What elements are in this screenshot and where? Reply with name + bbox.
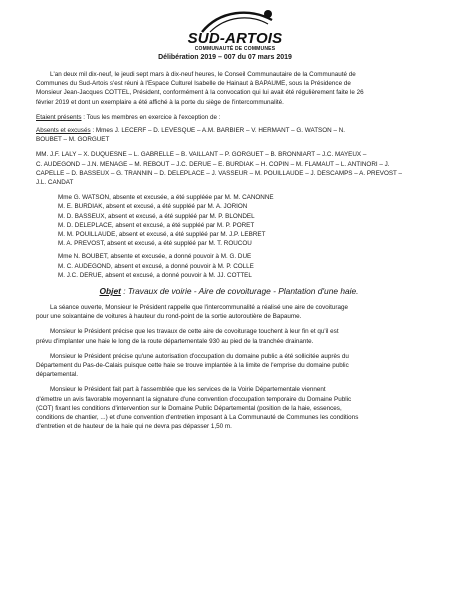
absents-label: Absents et excusés <box>36 127 91 135</box>
deliberation-reference: Délibération 2019 – 007 du 07 mars 2019 <box>158 54 292 61</box>
intro-line: février 2019 et dont un exemplaire a été affiché à la porte du siège de l'intercommunalité. <box>36 98 284 106</box>
intro-line: Communes du Sud-Artois s'est réuni à l'Espace Culturel Isabelle de Hainaut à BAPAUME, sous la Présidence de <box>36 80 351 88</box>
mm-list-line: CAPELLE – D. BASSEUX – G. TRANNIN – D. DELEPLACE – J. VASSEUR – M. POUILLAUDE – J. DESCAMPS – A. PREVOST – <box>36 169 403 177</box>
absents-line <box>36 126 422 135</box>
paragraph-line: (COT) fixant les conditions d'intervention sur le Domaine Public Départemental (position de la haie, essences, <box>36 404 342 412</box>
objet-heading <box>36 286 422 297</box>
objet-label: Objet <box>99 286 121 297</box>
paragraph-line: Monsieur le Président précise que les travaux de cette aire de covoiturage touchent à leur fin et qu'il est <box>50 328 339 336</box>
paragraph-line: conditions de chantier, ...) et d'une convention d'entretien imposant à La Communauté de Communes les conditions <box>36 414 359 422</box>
paragraph-line: Monsieur le Président précise qu'une autorisation d'occupation du domaine public a été sollicitée auprès du <box>50 352 349 360</box>
list-item: Mme G. WATSON, absente et excusée, a été suppléée par M. M. CANONNE <box>58 194 274 202</box>
list-item: M. D. DELEPLACE, absent et excusé, a été suppléé par M. P. PORET <box>58 221 255 229</box>
logo-subtitle: COMMUNAUTÉ DE COMMUNES <box>194 46 276 52</box>
list-item: M. E. BURDIAK, absent et excusé, a été suppléé par M. A. JORION <box>58 203 248 211</box>
absents-text: : Mmes J. LECERF – D. LEVESQUE – A.M. BARBIER – V. HERMANT – G. WATSON – N. <box>90 127 345 135</box>
paragraph-line: départemental. <box>36 371 79 379</box>
suppleants-list <box>36 193 422 248</box>
logo-title: SUD-ARTOIS <box>187 30 283 47</box>
list-item: M. M. POUILLAUDE, absent et excusé, a été suppléé par M. J.P. LEBRET <box>58 231 266 239</box>
list-item: M. C. AUDEGOND, absent et excusé, a donné pouvoir à M. P. COLLE <box>58 262 254 270</box>
intro-line: L'an deux mil dix-neuf, le jeudi sept mars à dix-neuf heures, le Conseil Communautaire de la Communauté de <box>50 71 356 78</box>
paragraph-line: Monsieur le Président fait part à l'assemblée que les services de la Voirie Départementale viennent <box>50 386 326 394</box>
list-item: M. D. BASSEUX, absent et excusé, a été suppléé par M. P. BLONDEL <box>58 212 255 220</box>
list-item: Mme N. BOUBET, absente et excusée, a donné pouvoir à M. G. DUE <box>58 253 252 261</box>
list-item: M. A. PREVOST, absent et excusé, a été suppléé par M. T. ROUCOU <box>58 240 252 248</box>
list-item: M. J.C. DERUE, absent et excusé, a donné pouvoir à M. JJ. COTTEL <box>58 271 252 279</box>
mm-list-line: J.L. CANDAT <box>36 179 74 187</box>
absents-line: BOUBET – M. GORGUET <box>36 136 110 144</box>
mm-list-line: C. AUDEGOND – J.N. MENAGE – M. REBOUT – J.C. DERUE – E. BURDIAK – H. COPIN – M. FLAMAUT – L. ANTINORI – J. <box>36 160 390 168</box>
paragraph-line: d'émettre un avis favorable moyennant la signature d'une convention d'occupation temporaire du Domaine Public <box>36 395 352 403</box>
paragraph-line: La séance ouverte, Monsieur le Président rappelle que l'intercommunalité a réalisé une aire de covoiturage <box>50 304 349 312</box>
objet-text: : Travaux de voirie - Aire de covoiturage - Plantation d'une haie. <box>120 286 359 297</box>
pouvoirs-list <box>36 252 422 280</box>
document-body <box>36 70 422 432</box>
paragraph-line: prévu d'implanter une haie le long de la route départementale 930 au pied de la tranchée drainante. <box>36 337 314 345</box>
intro-line: Monsieur Jean-Jacques COTTEL, Président, conformément à la convocation qui lui avait été régulièrement faite le 26 <box>36 89 364 97</box>
logo <box>180 6 290 54</box>
mm-list-line: MM. J.F. LALY – X. DUQUESNE – L. GABRELLE – B. VAILLANT – P. GORGUET – B. BRONNIART – J.C. MAYEUX – <box>36 151 367 159</box>
presents-text: : Tous les membres en exercice à l'exception de : <box>81 113 221 121</box>
presents-line <box>36 113 422 122</box>
paragraph-line: d'entretien et de hauteur de la haie qui ne devra pas dépasser 1,50 m. <box>36 423 232 431</box>
paragraph-line: pour une soixantaine de voitures à hauteur du rond-point de la sortie autoroutière de Bapaume. <box>36 313 302 321</box>
paragraph-line: Département du Pas-de-Calais puisque cette haie se trouve implantée à la limite de l'emprise du domaine public <box>36 362 349 370</box>
presents-label: Etaient présents <box>36 113 82 121</box>
